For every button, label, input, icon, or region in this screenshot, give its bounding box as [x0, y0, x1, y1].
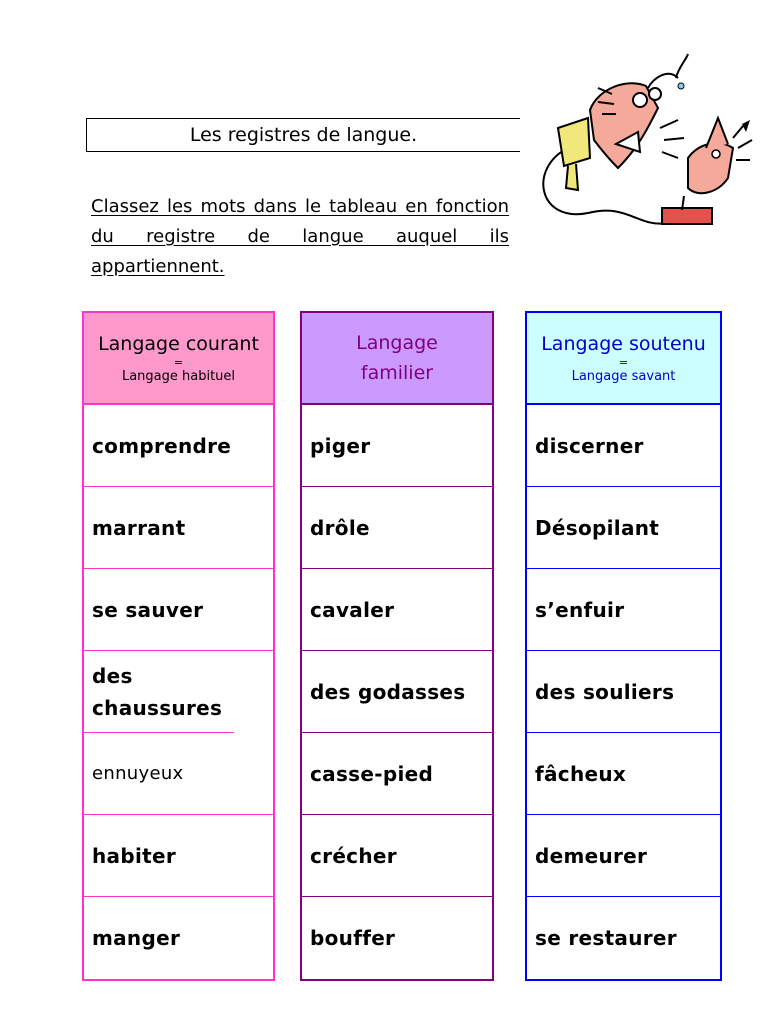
word-cell: discerner: [527, 405, 720, 487]
column-header-courant: [84, 313, 273, 405]
word-cell: se sauver: [84, 569, 273, 651]
word-cell: Désopilant: [527, 487, 720, 569]
header-equals: =: [618, 355, 629, 369]
word-cell: comprendre: [84, 405, 273, 487]
column-langage-soutenu: [525, 311, 722, 981]
word-cell: s’enfuir: [527, 569, 720, 651]
header-subtitle: Langage habituel: [121, 368, 236, 384]
word-cell: fâcheux: [527, 733, 720, 815]
word-cell: des souliers: [527, 651, 720, 733]
header-title-line1: Langage: [356, 332, 438, 354]
word-cell: crécher: [302, 815, 492, 897]
column-langage-familier: [300, 311, 494, 981]
header-title: Langage soutenu: [541, 332, 706, 355]
word-cell: drôle: [302, 487, 492, 569]
word-cell: piger: [302, 405, 492, 487]
word-cell: manger: [92, 926, 181, 950]
word-cell: cavaler: [302, 569, 492, 651]
word-cell: ennuyeux: [84, 733, 273, 815]
word-cell: habiter: [84, 815, 273, 897]
column-header-familier: [302, 313, 492, 405]
header-equals: =: [173, 355, 184, 369]
instructions: Classez les mots dans le tableau en fonction du registre de langue auquel ils appartiennent.: [91, 196, 509, 277]
header-subtitle: Langage savant: [571, 368, 676, 384]
word-cell: des chaussures: [84, 651, 234, 733]
word-cell: se restaurer: [535, 926, 677, 950]
word-cell: des godasses: [302, 651, 492, 733]
column-langage-courant: [82, 311, 275, 981]
shouting-head-icon: [590, 54, 688, 168]
scared-head-icon: [662, 118, 752, 224]
word-cell: marrant: [84, 487, 273, 569]
word-cell: demeurer: [527, 815, 720, 897]
header-title-line2: familier: [360, 362, 434, 384]
page-title: Les registres de langue.: [86, 118, 520, 152]
header-title: Langage courant: [98, 332, 259, 355]
column-header-soutenu: [527, 313, 720, 405]
word-cell: casse-pied: [302, 733, 492, 815]
megaphone-icon: [558, 118, 590, 190]
shouting-cartoon-illustration: [528, 48, 764, 258]
word-cell: bouffer: [310, 926, 396, 950]
